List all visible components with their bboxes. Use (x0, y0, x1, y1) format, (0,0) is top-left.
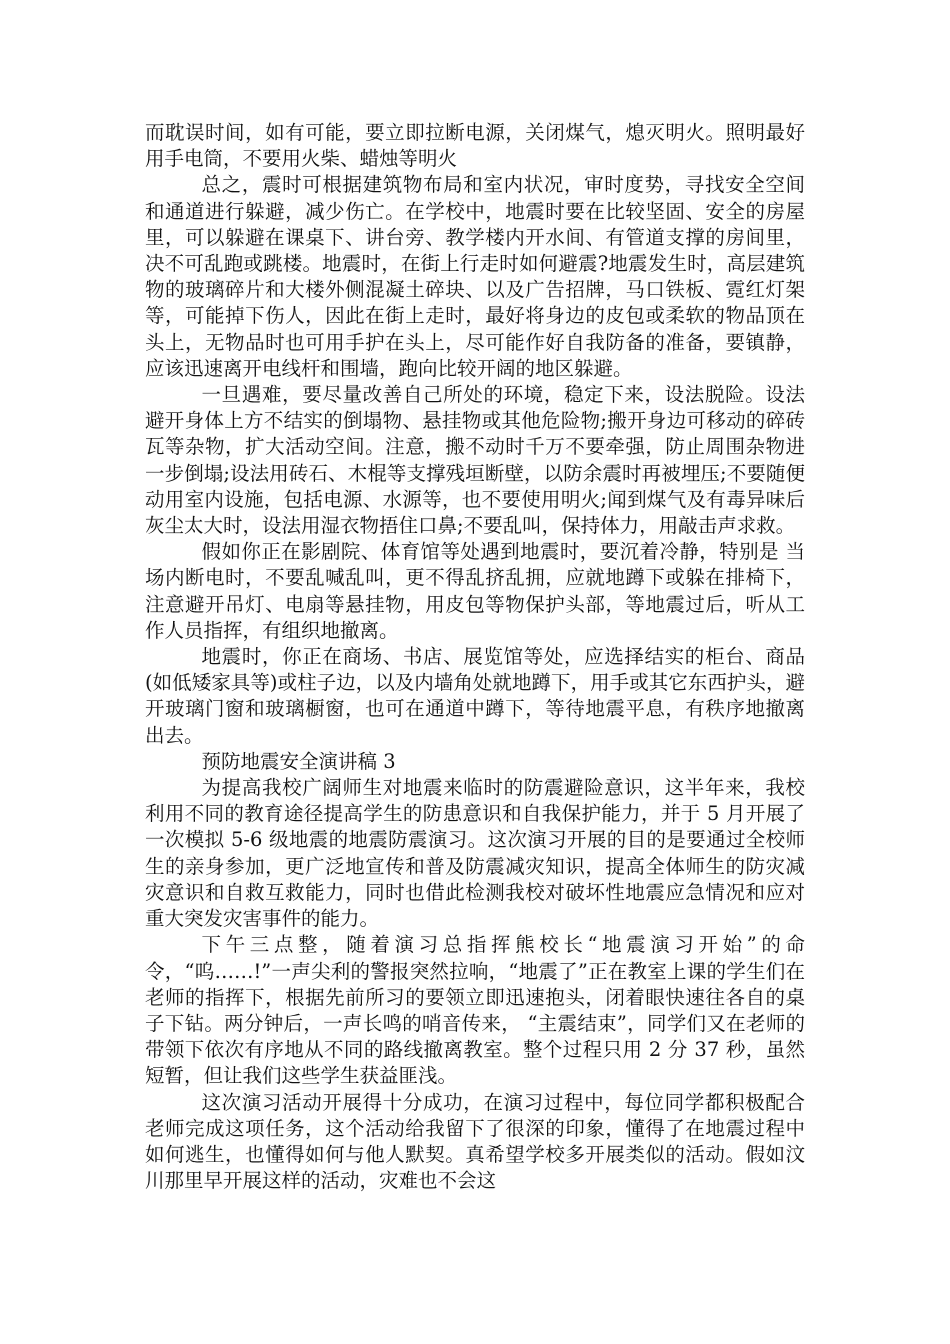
paragraph-6: 为提高我校广阔师生对地震来临时的防震避险意识，这半年来，我校利用不同的教育途径提高学生的防患意识和自我保护能力，并于 5 月开展了一次模拟 5-6 级地震的地震防震演习。这次演习开展的目的是要通过全校师生的亲身参加，更广泛地宣传和普及防震减灾知识，提高全体师生的防灾减灾意识和自救互救能力，同时也借此检测我校对破坏性地震应急情况和应对重大突发灾害事件的能力。 (145, 776, 805, 931)
paragraph-4: 假如你正在影剧院、体育馆等处遇到地震时，要沉着冷静，特别是 当场内断电时，不要乱喊乱叫，更不得乱挤乱拥，应就地蹲下或躲在排椅下，注意避开吊灯、电扇等悬挂物，用皮包等物保护头部，等地震过后，听从工作人员指挥，有组织地撤离。 (145, 540, 805, 642)
paragraph-1: 而耽误时间，如有可能，要立即拉断电源，关闭煤气，熄灭明火。照明最好用手电筒，不要用火柴、蜡烛等明火 (145, 121, 805, 171)
paragraph-3: 一旦遇难，要尽量改善自己所处的环境，稳定下来，设法脱险。设法避开身体上方不结实的倒塌物、悬挂物或其他危险物;搬开身边可移动的碎砖瓦等杂物，扩大活动空间。注意，搬不动时千万不要牵强，防止周围杂物进一步倒塌;设法用砖石、木棍等支撑残垣断壁，以防余震时再被埋压;不要随便动用室内设施，包括电源、水源等，也不要使用明火;闻到煤气及有毒异味后灰尘太大时，设法用湿衣物捂住口鼻;不要乱叫，保持体力，用敲击声求救。 (145, 383, 805, 538)
paragraph-7: 下午三点整，随着演习总指挥熊校长“地震演习开始”的命令，“呜……!”一声尖利的警报突然拉响，“地震了”正在教室上课的学生们在老师的指挥下，根据先前所习的要领立即迅速抱头，闭着眼快速往各自的桌子下钻。两分钟后，一声长鸣的哨音传来， “主震结束”，同学们又在老师的带领下依次有序地从不同的路线撤离教室。整个过程只用 2 分 37 秒，虽然短暂，但让我们这些学生获益匪浅。 (145, 933, 805, 1088)
paragraph-5: 地震时，你正在商场、书店、展览馆等处，应选择结实的柜台、商品(如低矮家具等)或柱子边，以及内墙角处就地蹲下，用手或其它东西护头，避开玻璃门窗和玻璃橱窗，也可在通道中蹲下，等待地震平息，有秩序地撤离出去。 (145, 645, 805, 747)
document-page (145, 120, 805, 1194)
paragraph-8: 这次演习活动开展得十分成功，在演习过程中，每位同学都积极配合老师完成这项任务，这个活动给我留下了很深的印象，懂得了在地震过程中如何逃生，也懂得如何与他人默契。真希望学校多开展类似的活动。假如汶川那里早开展这样的活动，灾难也不会这 (145, 1090, 805, 1193)
section-heading: 预防地震安全演讲稿 3 (201, 749, 396, 773)
paragraph-2: 总之，震时可根据建筑物布局和室内状况，审时度势，寻找安全空间和通道进行躲避，减少伤亡。在学校中，地震时要在比较坚固、安全的房屋里，可以躲避在课桌下、讲台旁、教学楼内开水间、有管道支撑的房间里，决不可乱跑或跳楼。地震时，在街上行走时如何避震?地震发生时，高层建筑物的玻璃碎片和大楼外侧混凝土碎块、以及广告招牌，马口铁板、霓红灯架等，可能掉下伤人，因此在街上走时，最好将身边的皮包或柔软的物品顶在头上，无物品时也可用手护在头上，尽可能作好自我防备的准备，要镇静，应该迅速离开电线杆和围墙，跑向比较开阔的地区躲避。 (145, 173, 805, 380)
